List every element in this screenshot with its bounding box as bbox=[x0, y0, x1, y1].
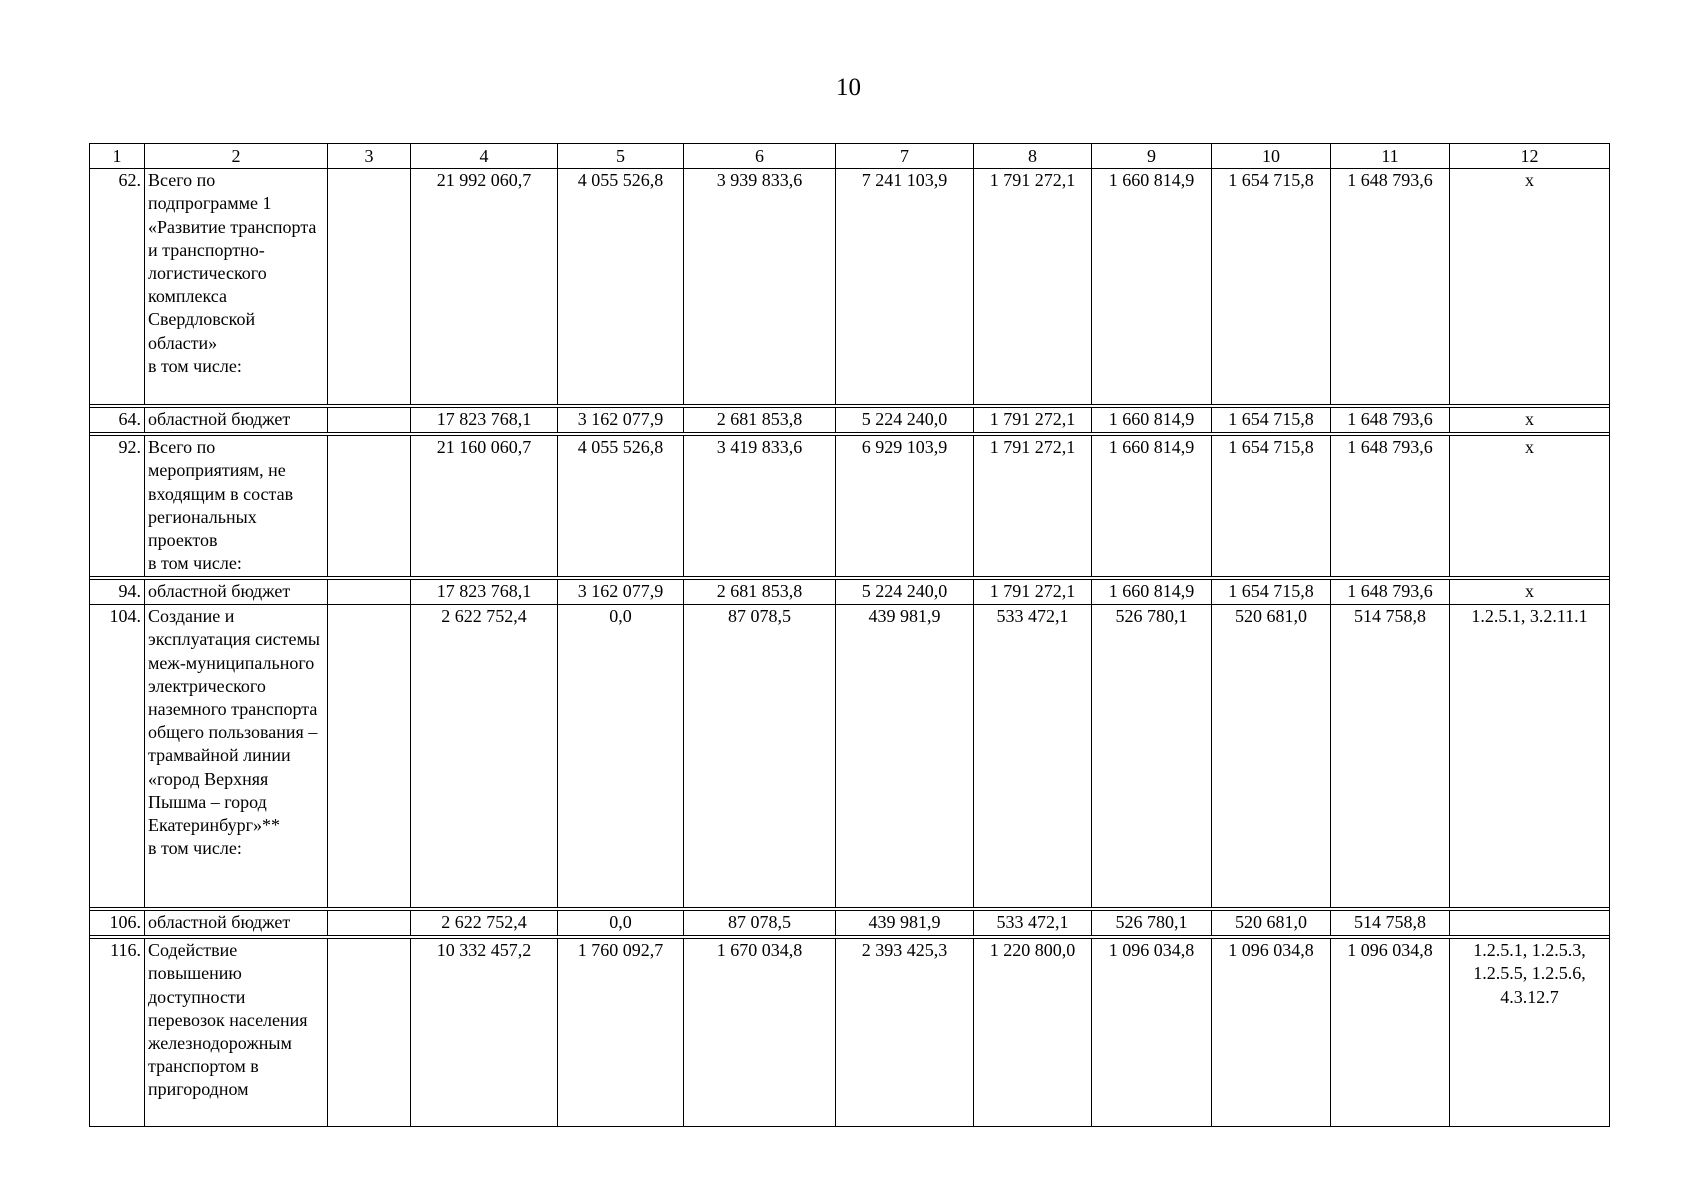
row-cell: 1 791 272,1 bbox=[974, 169, 1092, 405]
row-cell: 526 780,1 bbox=[1092, 911, 1212, 936]
header-cell: 12 bbox=[1450, 144, 1610, 169]
row-cell: 3 162 077,9 bbox=[558, 408, 684, 433]
table-row bbox=[90, 939, 1610, 1127]
row-cell: 1 654 715,8 bbox=[1212, 580, 1331, 605]
row-reference: x bbox=[1450, 169, 1610, 405]
row-cell bbox=[328, 169, 411, 405]
header-cell: 10 bbox=[1212, 144, 1331, 169]
row-cell bbox=[328, 436, 411, 577]
header-cell: 1 bbox=[90, 144, 145, 169]
header-cell: 6 bbox=[684, 144, 836, 169]
row-cell: 1 654 715,8 bbox=[1212, 408, 1331, 433]
row-cell: 1 670 034,8 bbox=[684, 939, 836, 1127]
row-reference: 1.2.5.1, 1.2.5.3, 1.2.5.5, 1.2.5.6, 4.3.12.7 bbox=[1450, 939, 1610, 1127]
row-reference: x bbox=[1450, 580, 1610, 605]
table-row bbox=[90, 169, 1610, 405]
row-reference bbox=[1450, 911, 1610, 936]
row-cell: 1 660 814,9 bbox=[1092, 169, 1212, 405]
row-cell: 1 654 715,8 bbox=[1212, 169, 1331, 405]
header-cell: 8 bbox=[974, 144, 1092, 169]
row-cell: 17 823 768,1 bbox=[411, 408, 558, 433]
row-cell: 4 055 526,8 bbox=[558, 436, 684, 577]
table-row bbox=[90, 408, 1610, 433]
row-cell: 520 681,0 bbox=[1212, 605, 1331, 908]
row-cell: 2 681 853,8 bbox=[684, 580, 836, 605]
row-cell: 1 648 793,6 bbox=[1331, 436, 1450, 577]
row-number: 64. bbox=[90, 408, 145, 433]
row-cell: 439 981,9 bbox=[836, 911, 974, 936]
table-row bbox=[90, 605, 1610, 908]
row-name: Содействие повышению доступности перевозок населения железнодорожным транспортом в пригородном bbox=[145, 939, 328, 1127]
header-cell: 2 bbox=[145, 144, 328, 169]
table-row bbox=[90, 436, 1610, 577]
row-cell: 1 648 793,6 bbox=[1331, 408, 1450, 433]
table-header-row bbox=[90, 144, 1610, 169]
row-cell: 5 224 240,0 bbox=[836, 408, 974, 433]
row-number: 94. bbox=[90, 580, 145, 605]
row-cell: 520 681,0 bbox=[1212, 911, 1331, 936]
row-name: областной бюджет bbox=[145, 911, 328, 936]
row-cell: 0,0 bbox=[558, 911, 684, 936]
row-cell: 87 078,5 bbox=[684, 605, 836, 908]
row-reference: 1.2.5.1, 3.2.11.1 bbox=[1450, 605, 1610, 908]
row-cell: 1 660 814,9 bbox=[1092, 408, 1212, 433]
row-cell: 1 660 814,9 bbox=[1092, 436, 1212, 577]
header-cell: 3 bbox=[328, 144, 411, 169]
row-name: Создание и эксплуатация системы меж-муниципального электрического наземного транспорта общего пользования – трамвайной линии «город Верхняя Пышма – город Екатеринбург»** в том числе: bbox=[145, 605, 328, 908]
row-cell: 533 472,1 bbox=[974, 605, 1092, 908]
row-name: областной бюджет bbox=[145, 580, 328, 605]
header-cell: 5 bbox=[558, 144, 684, 169]
row-cell: 17 823 768,1 bbox=[411, 580, 558, 605]
row-number: 106. bbox=[90, 911, 145, 936]
header-cell: 4 bbox=[411, 144, 558, 169]
row-cell: 3 939 833,6 bbox=[684, 169, 836, 405]
row-cell: 2 681 853,8 bbox=[684, 408, 836, 433]
row-cell: 3 162 077,9 bbox=[558, 580, 684, 605]
row-cell: 1 096 034,8 bbox=[1212, 939, 1331, 1127]
row-name: Всего по мероприятиям, не входящим в состав региональных проектов в том числе: bbox=[145, 436, 328, 577]
row-number: 92. bbox=[90, 436, 145, 577]
row-cell: 514 758,8 bbox=[1331, 911, 1450, 936]
row-cell: 6 929 103,9 bbox=[836, 436, 974, 577]
row-cell: 1 648 793,6 bbox=[1331, 169, 1450, 405]
row-cell: 2 393 425,3 bbox=[836, 939, 974, 1127]
row-cell: 1 648 793,6 bbox=[1331, 580, 1450, 605]
row-cell: 0,0 bbox=[558, 605, 684, 908]
row-number: 116. bbox=[90, 939, 145, 1127]
row-cell: 2 622 752,4 bbox=[411, 605, 558, 908]
row-cell: 526 780,1 bbox=[1092, 605, 1212, 908]
row-cell bbox=[328, 408, 411, 433]
row-cell: 533 472,1 bbox=[974, 911, 1092, 936]
header-cell: 11 bbox=[1331, 144, 1450, 169]
row-cell: 5 224 240,0 bbox=[836, 580, 974, 605]
row-number: 62. bbox=[90, 169, 145, 405]
row-cell: 1 760 092,7 bbox=[558, 939, 684, 1127]
row-cell bbox=[328, 911, 411, 936]
row-number: 104. bbox=[90, 605, 145, 908]
budget-table bbox=[89, 143, 1610, 1127]
table-row bbox=[90, 580, 1610, 605]
row-cell: 1 096 034,8 bbox=[1092, 939, 1212, 1127]
row-cell: 1 791 272,1 bbox=[974, 436, 1092, 577]
row-cell: 2 622 752,4 bbox=[411, 911, 558, 936]
row-cell: 1 654 715,8 bbox=[1212, 436, 1331, 577]
row-reference: x bbox=[1450, 436, 1610, 577]
row-cell bbox=[328, 939, 411, 1127]
row-cell: 1 096 034,8 bbox=[1331, 939, 1450, 1127]
row-name: областной бюджет bbox=[145, 408, 328, 433]
row-cell: 7 241 103,9 bbox=[836, 169, 974, 405]
table-row bbox=[90, 911, 1610, 936]
row-name: Всего по подпрограмме 1 «Развитие транспорта и транспортно-логистического комплекса Свердловской области» в том числе: bbox=[145, 169, 328, 405]
row-cell: 4 055 526,8 bbox=[558, 169, 684, 405]
row-cell: 1 791 272,1 bbox=[974, 580, 1092, 605]
row-cell: 3 419 833,6 bbox=[684, 436, 836, 577]
header-cell: 9 bbox=[1092, 144, 1212, 169]
row-cell: 21 992 060,7 bbox=[411, 169, 558, 405]
row-cell: 21 160 060,7 bbox=[411, 436, 558, 577]
page-number: 10 bbox=[836, 74, 861, 101]
row-cell: 439 981,9 bbox=[836, 605, 974, 908]
header-cell: 7 bbox=[836, 144, 974, 169]
row-cell: 87 078,5 bbox=[684, 911, 836, 936]
row-cell: 514 758,8 bbox=[1331, 605, 1450, 908]
row-cell: 1 660 814,9 bbox=[1092, 580, 1212, 605]
row-cell bbox=[328, 580, 411, 605]
row-cell: 10 332 457,2 bbox=[411, 939, 558, 1127]
row-cell bbox=[328, 605, 411, 908]
row-reference: x bbox=[1450, 408, 1610, 433]
row-cell: 1 220 800,0 bbox=[974, 939, 1092, 1127]
row-cell: 1 791 272,1 bbox=[974, 408, 1092, 433]
